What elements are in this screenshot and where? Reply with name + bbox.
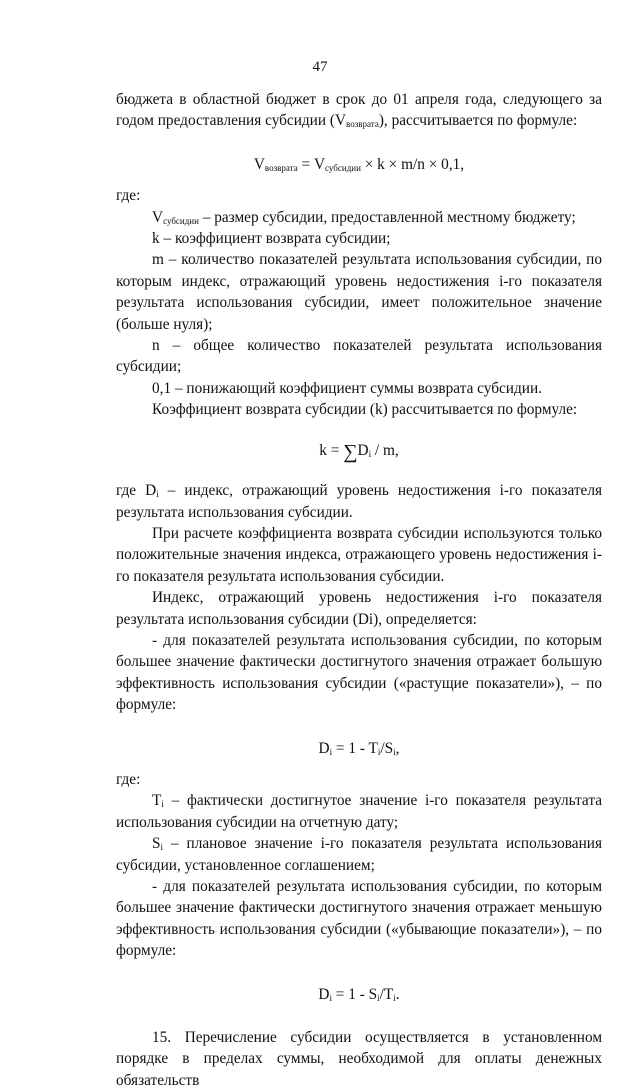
document-body: [116, 89, 602, 1091]
page-number: 47: [312, 59, 328, 75]
paragraph-k-formula-intro: Коэффициент возврата субсидии (k) рассчитывается по формуле:: [152, 401, 578, 419]
formula-return-volume: $V_{возврата} = V_{субсидии} \times k \times m/n \times 0,1$,: [253, 155, 465, 173]
paragraph-growing-indicators: - для показателей результата использования субсидии, по которым большее значение фактически достигнутого значения отражает большую эффективность использования субсидии («растущие показатели»), – по формуле:: [116, 631, 602, 714]
definition-k: k – коэффициент возврата субсидии;: [152, 230, 391, 248]
definition-si: $S_i$ – плановое значение i-го показателя результата использования субсидии, установленное соглашением;: [116, 835, 602, 874]
sum-symbol: ∑: [343, 440, 358, 463]
paragraph-decreasing-indicators: - для показателей результата использования субсидии, по которым большее значение фактически достигнутого значения отражает меньшую эффективность использования субсидии («убывающие показатели»), – по формуле:: [116, 878, 602, 960]
formula-di-decreasing: $D_i = 1 - S_i/T_i$.: [318, 985, 400, 1003]
definition-di: где $D_i$ – индекс, отражающий уровень недостижения i-го показателя результата использования субсидии.: [116, 482, 602, 521]
formula-di-growing: $D_i = 1 - T_i/S_i$,: [318, 739, 400, 757]
definition-ti: $T_i$ – фактически достигнутое значение i-го показателя результата использования субсидии на отчетную дату;: [116, 792, 602, 831]
where-label-2: где:: [116, 770, 141, 788]
paragraph-index-definition: Индекс, отражающий уровень недостижения i-го показателя результата использования субсидии (Di), определяется:: [116, 589, 602, 628]
definition-coefficient: 0,1 – понижающий коэффициент суммы возврата субсидии.: [152, 379, 542, 397]
paragraph-positive-values: При расчете коэффициента возврата субсидии используются только положительные значения индекса, отражающего уровень недостижения i-го показателя результата использования субсидии.: [116, 524, 602, 585]
formula-k: $k = \sum D_i / m$,: [319, 440, 399, 463]
where-label-1: где:: [116, 187, 141, 205]
definition-v-subsidy: $V_{субсидии}$ – размер субсидии, предоставленной местному бюджету;: [152, 208, 576, 226]
definition-m: m – количество показателей результата использования субсидии, по которым индекс, отражающий уровень недостижения i-го показателя результата использования субсидии, имеет положительное значение (больше нуля);: [116, 251, 602, 333]
definition-n: n – общее количество показателей результата использования субсидии;: [116, 337, 602, 376]
paragraph-15-transfer: 15. Перечисление субсидии осуществляется в установленном порядке в пределах суммы, необходимой для оплаты денежных обязательств: [116, 1029, 602, 1089]
paragraph-intro: бюджета в областной бюджет в срок до 01 апреля года, следующего за годом предоставления субсидии $(V_{возврата})$, рассчитывается по формуле:: [116, 91, 602, 130]
